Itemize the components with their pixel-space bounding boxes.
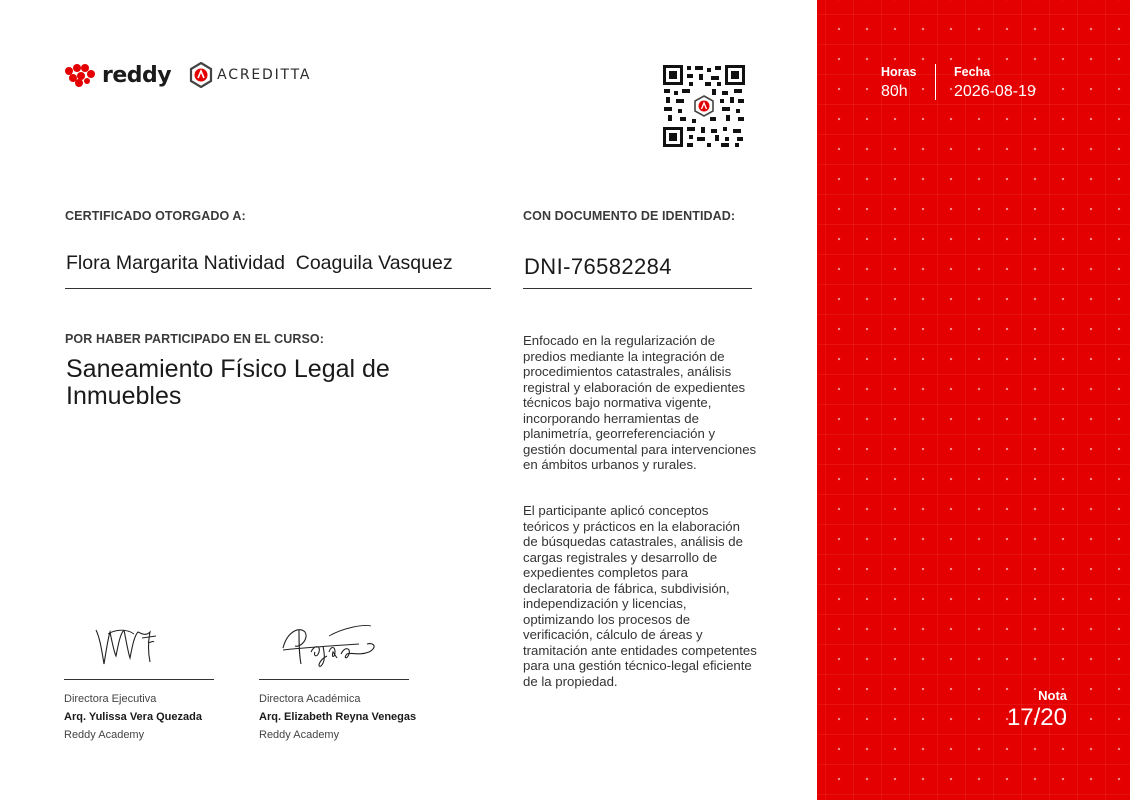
hours-value: 80h [881, 83, 908, 100]
identity-underline [523, 288, 752, 289]
course-title: Saneamiento Físico Legal de Inmuebles [66, 355, 390, 410]
recipient-name: Flora Margarita Natividad Coaguila Vasquez [66, 252, 453, 274]
acreditta-logo [189, 62, 311, 88]
hours-label: Horas [881, 65, 917, 79]
qr-code-icon[interactable] [662, 64, 746, 148]
signature-academic-icon [259, 612, 409, 672]
panel-divider [935, 64, 936, 100]
signatory-role: Directora Académica [259, 693, 361, 705]
signatory-role: Directora Ejecutiva [64, 693, 157, 705]
signature-block-executive [64, 612, 214, 741]
date-value: 2026-08-19 [954, 83, 1036, 100]
date-label: Fecha [954, 65, 991, 79]
reddy-logo [64, 62, 171, 88]
logos-row [64, 62, 311, 88]
signatory-name: Arq. Elizabeth Reyna Venegas [259, 711, 417, 723]
grade-label: Nota [1038, 688, 1067, 703]
recipient-underline [65, 288, 491, 289]
accent-side-panel [817, 0, 1130, 800]
course-description-2: El participante aplicó conceptos teóricos y prácticos en la elaboración de búsquedas catastrales, análisis de cargas registrales y desarrollo de expedientes completos para declaratoria de fábrica, subdivisión, independización y licencias, optimizando los procesos de verificación, cálculo de áreas y tramitación ante entidades competentes para una gestión técnico-legal eficiente de la propiedad. [523, 503, 757, 689]
identity-value: DNI-76582284 [524, 254, 672, 279]
reddy-wordmark: reddy [102, 62, 172, 88]
signature-line-academic [259, 679, 409, 680]
identity-label: CON DOCUMENTO DE IDENTIDAD: [523, 209, 736, 223]
grade-value: 17/20 [1006, 704, 1067, 731]
signatory-org: Reddy Academy [64, 729, 145, 741]
reddy-mark-icon [64, 62, 96, 88]
signature-executive-icon [64, 612, 214, 672]
course-label: POR HABER PARTICIPADO EN EL CURSO: [65, 332, 324, 346]
acreditta-mark-icon [189, 62, 213, 88]
signatory-name: Arq. Yulissa Vera Quezada [64, 711, 202, 723]
signatory-org: Reddy Academy [259, 729, 340, 741]
acreditta-wordmark: ACREDITTA [217, 67, 312, 83]
recipient-label: CERTIFICADO OTORGADO A: [65, 209, 246, 223]
signature-line-executive [64, 679, 214, 680]
signature-block-academic [259, 612, 417, 741]
course-description-1: Enfocado en la regularización de predios mediante la integración de procedimientos catastrales, análisis registral y elaboración de expedientes técnicos bajo normativa vigente, incorporando herramientas de planimetría, georreferenciación y gestión documental para intervenciones en ámbitos urbanos y rurales. [523, 333, 757, 472]
